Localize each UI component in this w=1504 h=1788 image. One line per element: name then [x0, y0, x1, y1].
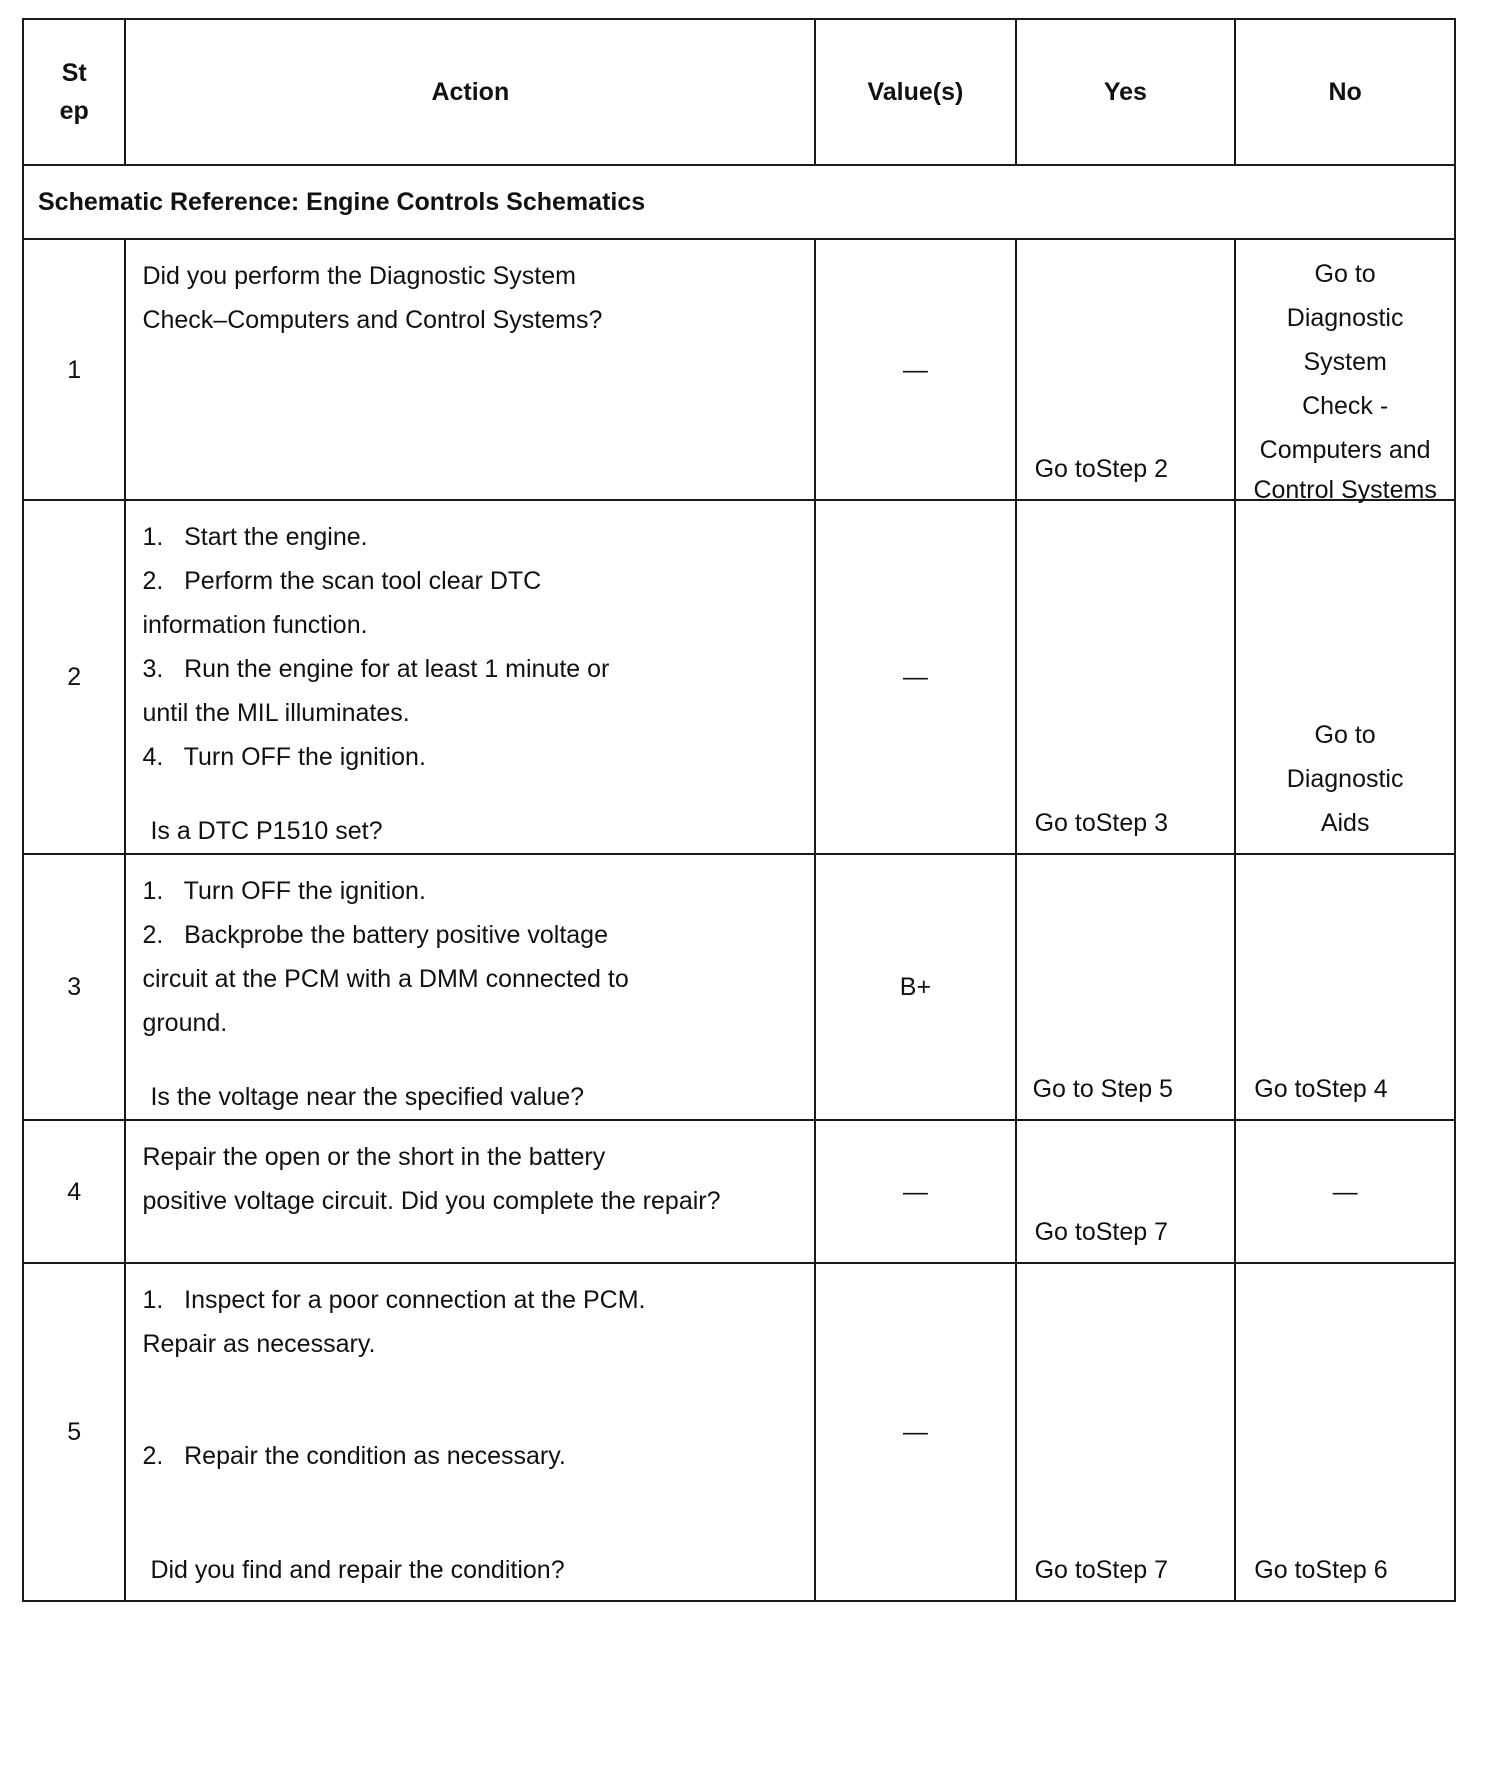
no-line: Diagnostic — [1286, 304, 1404, 332]
yes-link[interactable]: Go to Step 5 — [1032, 1075, 1173, 1103]
no-cell — [1235, 239, 1455, 504]
action-cell — [125, 239, 815, 500]
no-cell — [1235, 1263, 1455, 1601]
action-line: 2. Perform the scan tool clear DTC — [142, 567, 542, 595]
action-line: 1. Inspect for a poor connection at the PCM. — [142, 1286, 646, 1314]
action-line: Repair the open or the short in the battery — [142, 1143, 606, 1171]
no-link[interactable] — [1236, 252, 1454, 508]
table-row — [23, 854, 1455, 1120]
yes-cell — [1016, 500, 1236, 854]
action-line: 2. Backprobe the battery positive voltage — [142, 921, 608, 949]
action-line: Did you perform the Diagnostic System — [142, 262, 576, 290]
no-line: Go to — [1314, 721, 1376, 749]
action-line: positive voltage circuit. Did you complete the repair? — [142, 1187, 721, 1215]
action-line: ground. — [142, 1009, 228, 1037]
diagnostic-table — [22, 18, 1456, 1602]
yes-link[interactable]: Go toStep 2 — [1034, 455, 1169, 483]
no-value: — — [1332, 1177, 1358, 1206]
yes-link[interactable]: Go toStep 7 — [1034, 1556, 1169, 1584]
value-cell: — — [815, 1263, 1015, 1601]
action-cell — [125, 500, 815, 854]
yes-link[interactable]: Go toStep 3 — [1034, 809, 1169, 837]
yes-cell — [1016, 1120, 1236, 1263]
no-line: Aids — [1320, 809, 1370, 837]
action-line: 4. Turn OFF the ignition. — [142, 743, 426, 771]
action-question: Is a DTC P1510 set? — [150, 817, 383, 845]
header-row — [23, 19, 1455, 165]
header-yes: Yes — [1016, 19, 1236, 165]
action-cell — [125, 1263, 815, 1601]
action-line: until the MIL illuminates. — [142, 699, 410, 727]
yes-link[interactable]: Go toStep 7 — [1034, 1218, 1169, 1246]
yes-cell — [1016, 854, 1236, 1120]
no-line: Computers and — [1259, 436, 1431, 464]
action-line: circuit at the PCM with a DMM connected to — [142, 965, 629, 993]
action-line: information function. — [142, 611, 368, 639]
action-question: Did you find and repair the condition? — [150, 1556, 565, 1584]
action-line: 1. Turn OFF the ignition. — [142, 877, 426, 905]
no-cell — [1235, 500, 1455, 854]
no-line: Control Systems — [1253, 476, 1437, 504]
action-line: 2. Repair the condition as necessary. — [142, 1442, 566, 1470]
action-line: 3. Run the engine for at least 1 minute or — [142, 655, 610, 683]
action-cell — [125, 854, 815, 1120]
action-line: 1. Start the engine. — [142, 523, 368, 551]
yes-cell — [1016, 239, 1236, 500]
action-question: Is the voltage near the specified value? — [150, 1083, 585, 1111]
no-cell — [1235, 1120, 1455, 1263]
table-row — [23, 239, 1455, 500]
value-cell: — — [815, 500, 1015, 854]
no-link[interactable] — [1236, 713, 1454, 845]
step-number: 1 — [23, 239, 125, 500]
no-line: Go to — [1314, 260, 1376, 288]
no-link[interactable]: Go toStep 4 — [1254, 1075, 1388, 1103]
no-line: Diagnostic — [1286, 765, 1404, 793]
step-number: 2 — [23, 500, 125, 854]
action-line: Check–Computers and Control Systems? — [142, 306, 603, 334]
header-step: St ep — [23, 19, 125, 165]
yes-cell — [1016, 1263, 1236, 1601]
no-cell — [1235, 854, 1455, 1120]
schematic-reference: Schematic Reference: Engine Controls Schematics — [23, 165, 1455, 239]
header-values: Value(s) — [815, 19, 1015, 165]
table-row — [23, 1263, 1455, 1601]
step-number: 4 — [23, 1120, 125, 1263]
no-line: Check - — [1302, 392, 1389, 420]
table-row — [23, 500, 1455, 854]
header-no: No — [1235, 19, 1455, 165]
header-action: Action — [125, 19, 815, 165]
no-line: System — [1303, 348, 1387, 376]
schematic-reference-row — [23, 165, 1455, 239]
step-number: 3 — [23, 854, 125, 1120]
no-link[interactable]: Go toStep 6 — [1254, 1556, 1388, 1584]
step-number: 5 — [23, 1263, 125, 1601]
value-cell: — — [815, 239, 1015, 500]
value-cell: — — [815, 1120, 1015, 1263]
value-cell: B+ — [815, 854, 1015, 1120]
action-line: Repair as necessary. — [142, 1330, 376, 1358]
action-cell — [125, 1120, 815, 1263]
table-row — [23, 1120, 1455, 1263]
